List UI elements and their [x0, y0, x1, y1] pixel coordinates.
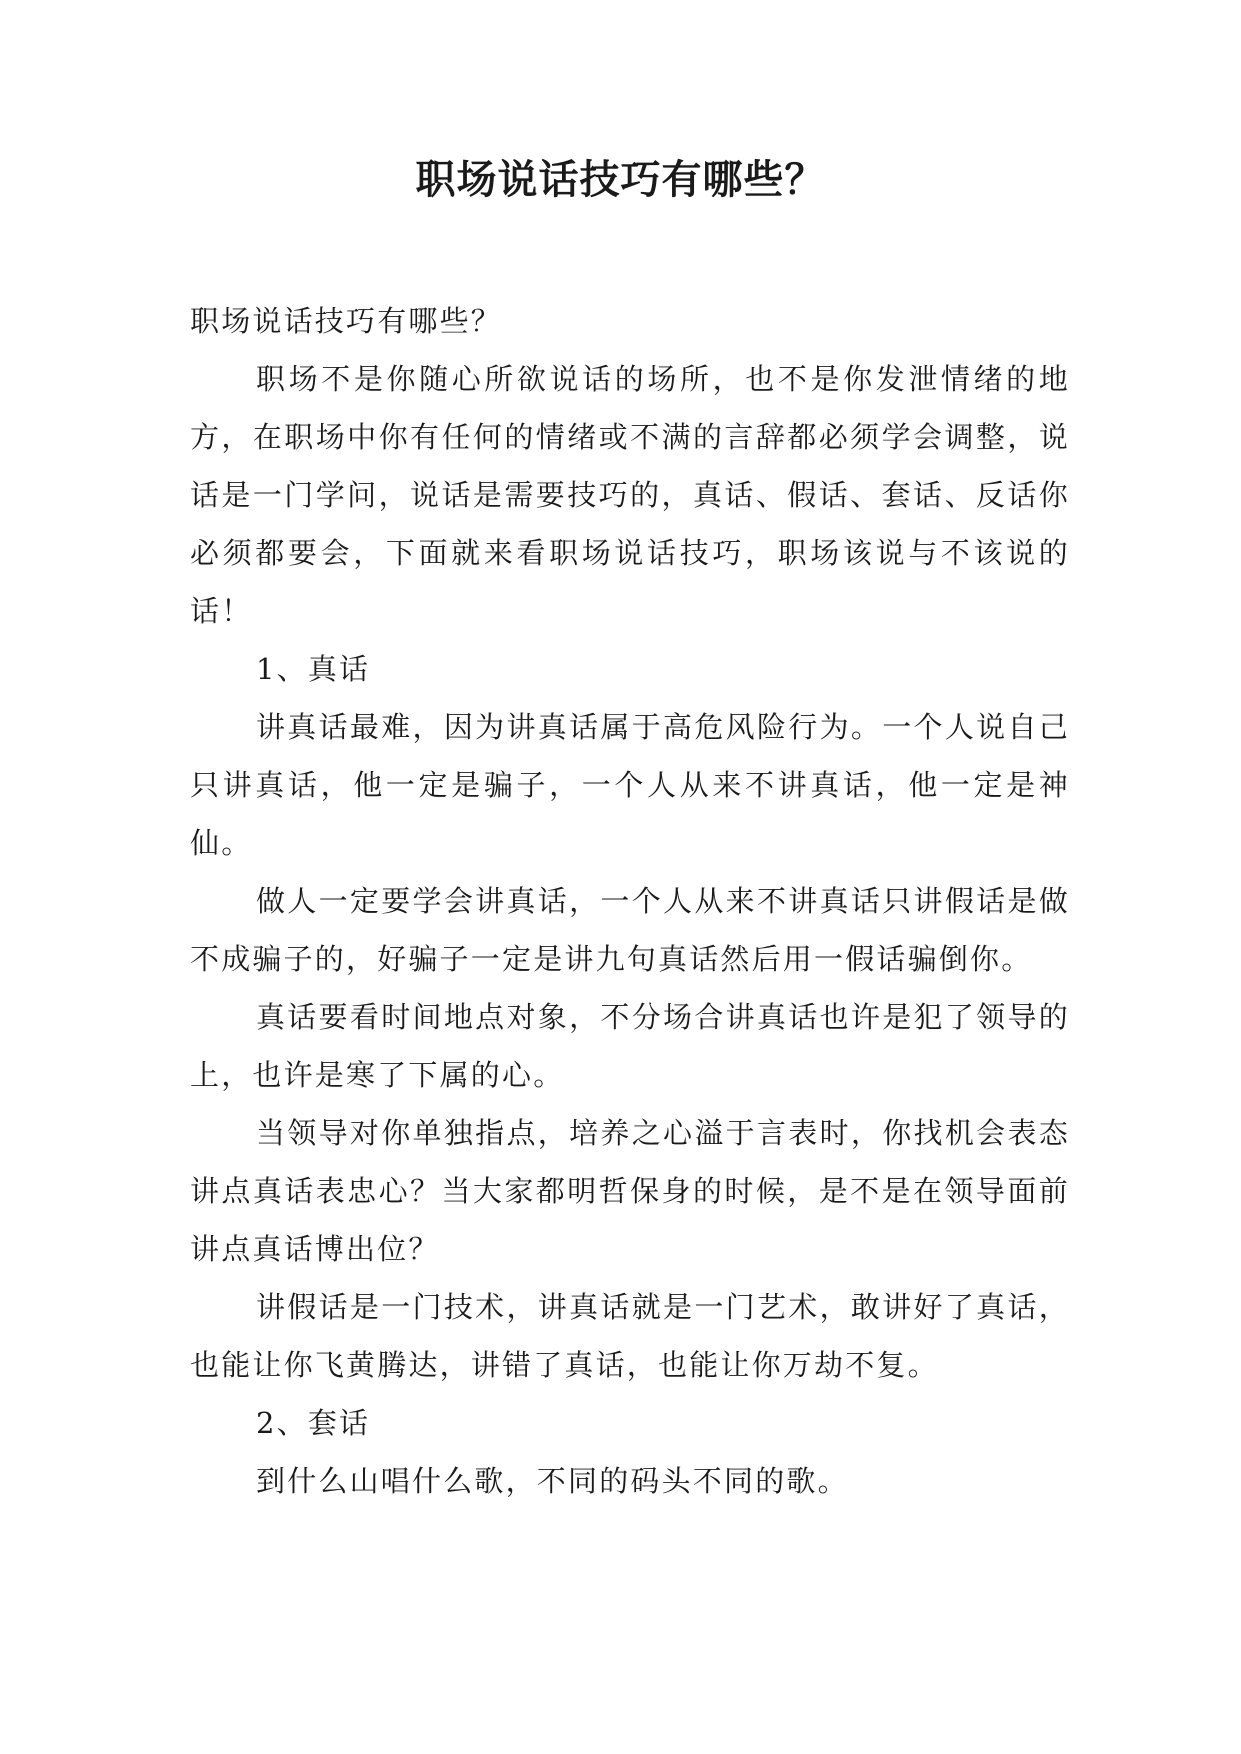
paragraph: 讲假话是一门技术，讲真话就是一门艺术，敢讲好了真话，也能让你飞黄腾达，讲错了真话，也能让你万劫不复。 [190, 1290, 1070, 1382]
paragraph: 真话要看时间地点对象，不分场合讲真话也许是犯了领导的上，也许是寒了下属的心。 [190, 1000, 1070, 1092]
document-body [190, 292, 1070, 1510]
paragraph: 到什么山唱什么歌，不同的码头不同的歌。 [256, 1464, 849, 1498]
document-title: 职场说话技巧有哪些？ [415, 156, 826, 203]
paragraph: 当领导对你单独指点，培养之心溢于言表时，你找机会表态讲点真话表忠心？当大家都明哲保身的时候，是不是在领导面前讲点真话博出位？ [190, 1116, 1070, 1266]
paragraph: 做人一定要学会讲真话，一个人从来不讲真话只讲假话是做不成骗子的，好骗子一定是讲九句真话然后用一假话骗倒你。 [190, 884, 1070, 976]
paragraph-intro: 职场不是你随心所欲说话的场所，也不是你发泄情绪的地方，在职场中你有任何的情绪或不满的言辞都必须学会调整，说话是一门学问，说话是需要技巧的，真话、假话、套话、反话你必须都要会，下面就来看职场说话技巧，职场该说与不该说的话！ [190, 362, 1070, 628]
section-heading-1: 1、真话 [256, 652, 371, 686]
paragraph: 讲真话最难，因为讲真话属于高危风险行为。一个人说自己只讲真话，他一定是骗子，一个人从来不讲真话，他一定是神仙。 [190, 710, 1070, 860]
section-heading-2: 2、套话 [256, 1406, 371, 1440]
paragraph-subtitle: 职场说话技巧有哪些？ [190, 304, 503, 338]
